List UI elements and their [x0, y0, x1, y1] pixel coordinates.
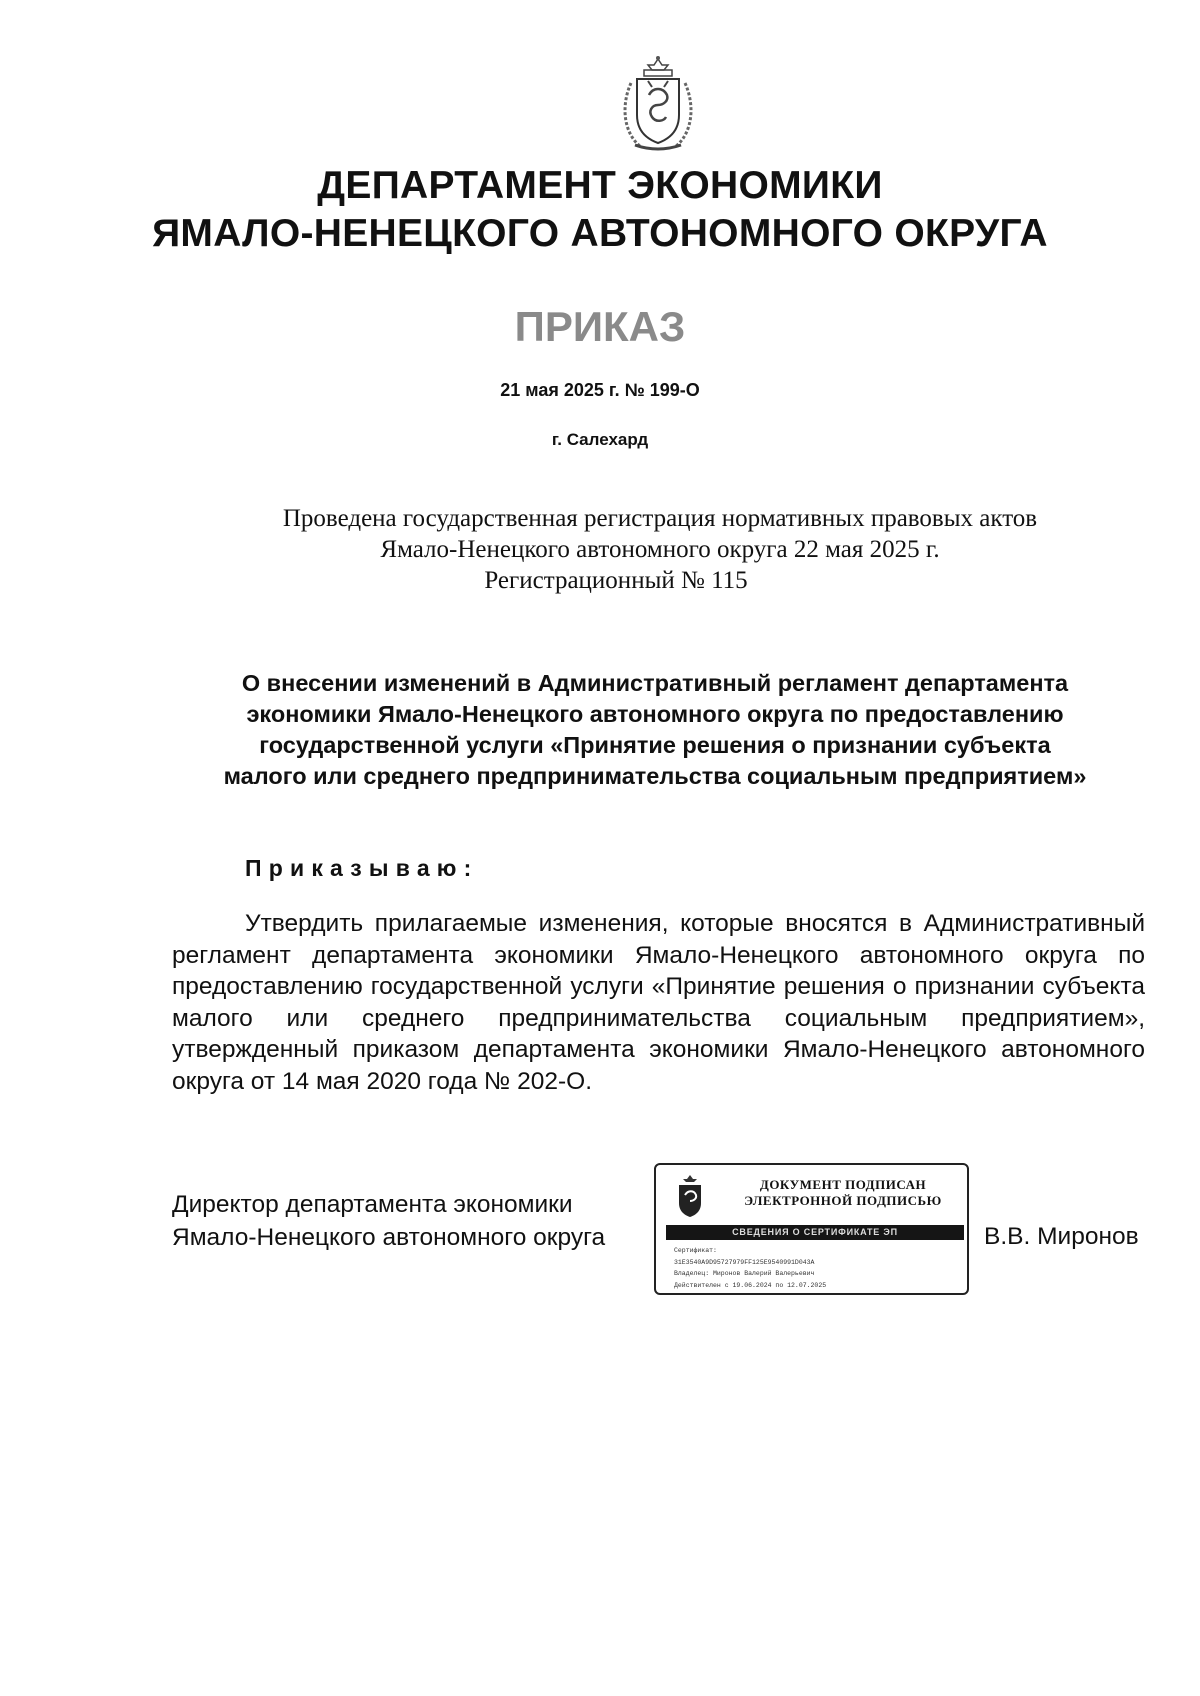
order-title: ПРИКАЗ — [514, 303, 686, 350]
stamp-heading-line1: ДОКУМЕНТ ПОДПИСАН — [759, 1177, 927, 1192]
subject-line1: О внесении изменений в Административный регламент департамента — [241, 670, 1069, 696]
order-verb: Приказываю: — [245, 855, 479, 881]
subject-line2: экономики Ямало-Ненецкого автономного округа по предоставлению — [246, 701, 1064, 727]
position-line1: Директор департамента экономики — [172, 1191, 573, 1218]
department-title — [0, 162, 1200, 258]
department-title-line2: ЯМАЛО-НЕНЕЦКОГО АВТОНОМНОГО ОКРУГА — [152, 212, 1048, 255]
stamp-heading-line2: ЭЛЕКТРОННОЙ ПОДПИСЬЮ — [744, 1193, 942, 1208]
stamp-heading — [728, 1177, 958, 1209]
certificate-number: 31E3540A9D95727979FF125E9540991D043A — [674, 1258, 815, 1266]
signatory-name: В.В. Миронов — [984, 1223, 1139, 1250]
department-title-line1: ДЕПАРТАМЕНТ ЭКОНОМИКИ — [317, 164, 883, 207]
order-date-number: 21 мая 2025 г. № 199-О — [500, 380, 700, 400]
order-city: г. Салехард — [551, 430, 649, 449]
electronic-signature-stamp — [654, 1163, 969, 1295]
registration-number: Регистрационный № 115 — [484, 567, 748, 594]
certificate-validity: Действителен с 19.06.2024 по 12.07.2025 — [674, 1281, 827, 1289]
stamp-certificate-bar: СВЕДЕНИЯ О СЕРТИФИКАТЕ ЭП — [666, 1225, 964, 1240]
order-subject — [160, 668, 1150, 792]
certificate-label: Сертификат: — [674, 1247, 717, 1254]
registration-line2: Ямало-Ненецкого автономного округа 22 мая 2025 г. — [380, 536, 940, 563]
subject-line4: малого или среднего предпринимательства социальным предприятием» — [223, 763, 1087, 789]
coat-of-arms-icon — [617, 55, 699, 155]
certificate-owner: Владелец: Миронов Валерий Валерьевич — [674, 1270, 815, 1277]
registration-line1: Проведена государственная регистрация нормативных правовых актов — [282, 505, 1038, 532]
order-body-paragraph: Утвердить прилагаемые изменения, которые вносятся в Административный регламент департамента экономики Ямало-Ненецкого автономного округа по предоставлению государственной услуги «Принятие решения о признании субъекта малого или среднего предпринимательства социальным предприятием», утвержденный приказом департамента экономики Ямало-Ненецкого автономного округа от 14 мая 2020 года № 202-О. — [172, 910, 1145, 1095]
stamp-details — [674, 1245, 959, 1291]
subject-line3: государственной услуги «Принятие решения о признании субъекта — [259, 732, 1051, 758]
position-line2: Ямало-Ненецкого автономного округа — [172, 1224, 606, 1251]
stamp-emblem-icon — [674, 1173, 706, 1219]
signatory-position — [172, 1188, 605, 1254]
registration-note — [195, 503, 1125, 596]
